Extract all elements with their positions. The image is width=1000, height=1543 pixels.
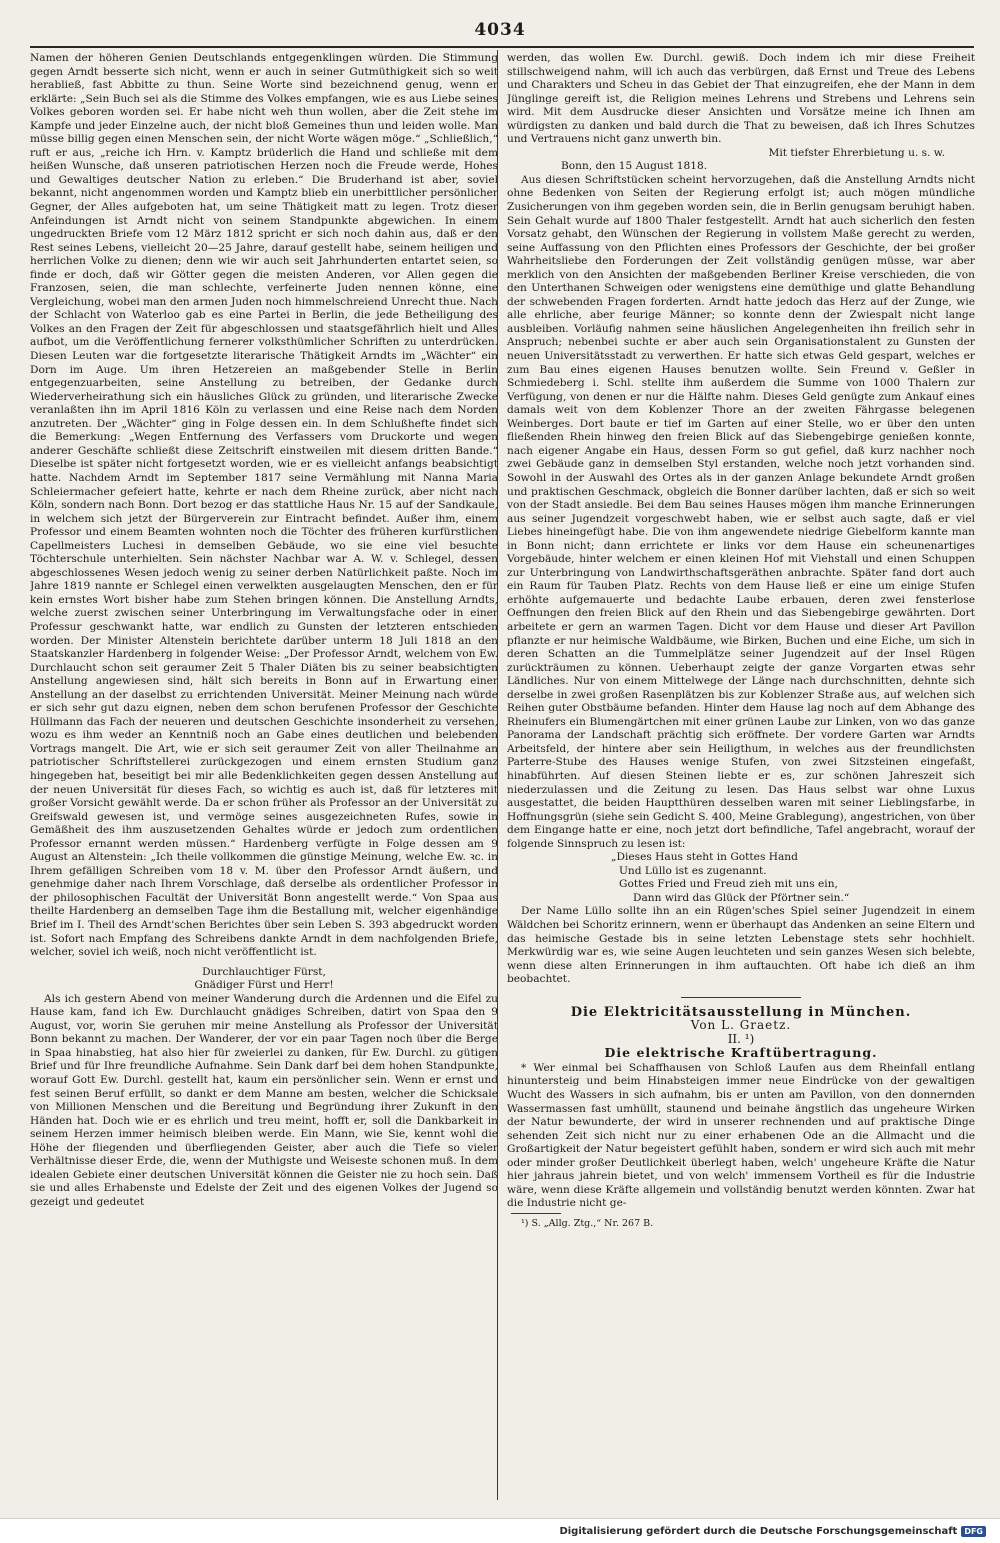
letter-place-date: Bonn, den 15 August 1818. <box>561 160 708 173</box>
footer <box>559 1523 986 1539</box>
letter-body: Als ich gestern Abend von meiner Wanderung durch die Ardennen und die Eifel zu Hause kam, fand ich Ew. Durchlaucht gnädiges Schreiben, datirt von Spaa den 9 August, vor, worin Sie geruhen mir meine Anstellung als Professor der Universität Bonn bekannt zu machen. Der Wanderer, der vor ein paar Tagen noch über die Berge in Spaa hinabstieg, hat also hier für zweierlei zu danken, für Ew. Durchl. zu gütigen Brief und für Ihre freundliche Aufnahme. Sein Dank darf bei dem hohen Standpunkte, worauf Gott Ew. Durchl. gestellt hat, kaum ein persönlicher sein. Wenn er ernst und fest seinen Beruf erfüllt, so dankt er dem Manne am besten, welcher die Schicksale von Millionen Menschen und die Bereitung und Begründung ihrer Zukunft in den Händen hat. Doch wie er es ehrlich und treu meint, hofft er, soll die Dankbarkeit in seinem Herzen immer heimisch bleiben werde. Ein Mann, wie Sie, kennt wohl die Höhe der fliegenden und überfliegenden Geister, aber auch die Tiefe so vieler Verhältnisse dieser Erde, die, wenn der Muthigste und Weiseste schonen muß. In dem idealen Gebiete einer deutschen Universität können die Geister nie zu hoch sein. Daß sie und alles Erhabenste und Edelste der Zeit und des eigenen Volkes der Jugend so gezeigt und gedeutet <box>30 992 498 1208</box>
footnote-rule <box>511 1213 561 1214</box>
letter-salutation-2: Gnädiger Fürst und Herr! <box>194 979 334 992</box>
poem-line: Dann wird das Glück der Pförtner sein.“ <box>633 891 850 904</box>
dfg-logo: DFG <box>961 1526 986 1537</box>
letter-salutation-1: Durchlauchtiger Fürst, <box>202 965 326 978</box>
right-column <box>507 52 975 1500</box>
poem-line: Und Lüllo ist es zugenannt. <box>619 864 767 877</box>
footnote: ¹) S. „Allg. Ztg.,“ Nr. 267 B. <box>521 1217 654 1229</box>
section-separator <box>681 997 801 998</box>
poem-line: Gottes Fried und Freud zieh mit uns ein, <box>619 878 838 891</box>
poem-line: „Dieses Haus steht in Gottes Hand <box>611 851 798 864</box>
section-body: * Wer einmal bei Schaffhausen von Schloß Laufen aus dem Rheinfall entlang hinuntersteig und beim Hinabsteigen immer neue Eindrücke von der gewaltigen Wucht des Wassers in sich aufnahm, bis er unten am Pavillon, von den donnernden Wassermassen fast umhüllt, staunend und beinahe ängstlich das ungeheure Wirken der Natur bewunderte, der wird in unserer rechnenden und auf praktische Dinge sehenden Zeit sich nicht nur zu einer erhabenen Ode an die Allmacht und die Großartigkeit der Natur begeistert gefühlt haben, sondern er wird sich auch mit mehr oder minder großer Deutlichkeit überlegt haben, welch' ungeheure Kräfte die Natur hier jahraus jahrein bietet, und von welch' immensem Vortheil es für die Industrie wäre, wenn diese Kräfte allgemein und vollständig benutzt werden könnten. Zwar hat die Industrie nicht ge- <box>507 1061 975 1210</box>
footer-text: Digitalisierung gefördert durch die Deutsche Forschungsgemeinschaft <box>559 1525 958 1537</box>
section-number: II. ¹) <box>727 1031 755 1046</box>
right-paragraph: Aus diesen Schriftstücken scheint hervorzugehen, daß die Anstellung Arndts nicht ohne Bedenken von Seiten der Regierung erfolgt ist; auch mögen mündliche Zusicherungen von ihm gegeben worden sein, die in Berlin genugsam beruhigt haben. Sein Gehalt wurde auf 1800 Thaler festgestellt. Arndt hat auch sicherlich den festen Vorsatz gehabt, den Wünschen der Regierung in vollstem Maße gerecht zu werden, seine Auffassung von den Pflichten eines Professors der Geschichte, der bei großer Wahrheitsliebe den Forderungen der Zeit vollständig genügen müsse, war aber merklich von den Ansichten der maßgebenden Berliner Kreise verschieden, die von den Unterthanen Schweigen oder wenigstens eine demüthige und glatte Behandlung der schwebenden Fragen forderten. Arndt hatte jedoch das Herz auf der Zunge, wie alle ehrliche, aber feurige Männer; so konnte denn der Zwiespalt nicht lange ausbleiben. Vorläufig nahmen seine häuslichen Angelegenheiten ihn freilich sehr in Anspruch; nebenbei suchte er aber auch sein Organisationstalent zu Gunsten der neuen Universitätsstadt zu verwerthen. Er hatte sich etwas Geld gespart, welches er zum Bau eines eigenen Hauses benutzen wollte. Sein Freund v. Geßler in Schmiedeberg i. Schl. stellte ihm außerdem die Summe von 1000 Thalern zur Verfügung, von denen er nur die Hälfte nahm. Dieses Geld genügte zum Ankauf eines damals weit von dem Koblenzer Thore an der zweiten Fährgasse belegenen Weinberges. Dort baute er tief im Garten auf einer Stelle, wo er über den unten fließenden Rhein hinweg den freien Blick auf das Siebengebirge genießen konnte, nach eigener Angabe ein Haus, dessen Form so gut gefiel, daß kurz nachher noch zwei Gebäude ganz in demselben Styl erstanden, welche noch jetzt vorhanden sind. Sowohl in der Auswahl des Ortes als in der ganzen Anlage bekundete Arndt großen und praktischen Geschmack, obgleich die Bonner darüber lachten, daß er sich so weit von der Stadt ansiedle. Bei dem Bau seines Hauses mögen ihm manche Erinnerungen aus seiner Jugendzeit vorgeschwebt haben, wie er selbst auch sagte, daß er viel Liebes hineingefügt habe. Die von ihm angewendete niedrige Giebelform kannte man in Bonn nicht; dann errichtete er links vor dem Hause ein scheunenartiges Vorgebäude, hinter welchem er einen kleinen Hof mit Viehstall und einen Schuppen zur Unterbringung von Landwirthschaftsgeräthen anbrachte. Später fand dort auch ein Raum für Tauben Platz. Rechts von dem Hause ließ er eine um einige Stufen erhöhte aufgemauerte und bedachte Laube erbauen, deren zwei fensterlose Oeffnungen den freien Blick auf den Rhein und das Siebengebirge gewährten. Dort arbeitete er gern an warmen Tagen. Dicht vor dem Hause und dieser Art Pavillon pflanzte er nur heimische Waldbäume, wie Birken, Buchen und eine Eiche, um sich in deren Schatten an die Tummelplätze seiner Jugendzeit auf der Insel Rügen zurückträumen zu können. Ueberhaupt zeigte der ganze Vorgarten etwas sehr Ländliches. Nur von einem Mittelwege der Länge nach durchschnitten, dehnte sich derselbe in zwei großen Rasenplätzen bis zur Koblenzer Straße aus, auf welchen sich Reihen guter Obstbäume befanden. Hinter dem Hause lag noch auf dem Abhange des Rheinufers ein Blumengärtchen mit einer grünen Laube zur Linken, von wo das ganze Panorama der Landschaft prächtig sich eröffnete. Der vordere Garten war Arndts Arbeitsfeld, der hintere aber sein Heiligthum, in welches aus der freundlichsten Parterre-Stube des Hauses wenige Stufen, von zwei Sitzsteinen eingefaßt, hinabführten. Auf diesen Steinen liebte er es, zur schönen Jahreszeit sich niederzulassen und die Zeitung zu lesen. Das Haus selbst war ohne Luxus ausgestattet, die beiden Hauptthüren desselben waren mit seiner Lieblingsfarbe, in Hoffnungsgrün (siehe sein Gedicht S. 400, Meine Grablegung), angestrichen, von über dem Eingange hatte er eine, noch jetzt dort befindliche, Tafel angebracht, worauf der folgende Sinnspruch zu lesen ist: <box>507 173 975 850</box>
section-subtitle: Die elektrische Kraftübertragung. <box>604 1045 878 1061</box>
left-column <box>30 52 498 1500</box>
page-number: 4034 <box>474 20 526 40</box>
top-rule <box>30 46 974 48</box>
paragraph-after-poem: Der Name Lüllo sollte ihn an ein Rügen'sches Spiel seiner Jugendzeit in einem Wäldchen bei Schoritz erinnern, wenn er überhaupt das Andenken an seine Eltern und das heimische Gestade bis in seine letzten Lebenstage stets sehr hochhielt. Merkwürdig war es, wie seine Augen leuchteten und sein ganzes Wesen sich belebte, wenn diese alten Erinnerungen in ihm auftauchten. Oft habe ich dieß an ihm beobachtet. <box>507 905 975 986</box>
letter-continued: werden, das wollen Ew. Durchl. gewiß. Doch indem ich mir diese Freiheit stillschweigend nahm, will ich auch das verbürgen, daß Ernst und Treue des Lebens und Charakters und Scheu in das Gebiet der That einzugreifen, ehe der Mann in dem Jünglinge gereift ist, die Religion meines Lehrens und Strebens und Lehrens sein wird. Mit dem Ausdrucke dieser Ansichten und Vorsätze meine ich Ihnen am würdigsten zu danken und bald durch die That zu beweisen, daß ich Ihres Schutzes und Vertrauens nicht ganz unwerth bin. <box>507 52 975 146</box>
poem <box>507 851 975 905</box>
section-title: Die Elektricitätsausstellung in München. <box>570 1004 912 1020</box>
letter-closing: Mit tiefster Ehrerbietung u. s. w. <box>768 146 945 159</box>
left-paragraph: Namen der höheren Genien Deutschlands entgegenklingen würden. Die Stimmung gegen Arndt besserte sich nicht, wenn er auch in seiner Gutmüthigkeit sich so weit herabließ, fast Abbitte zu thun. Seine Worte sind bezeichnend genug, wenn er erklärte: „Sein Buch sei als die Stimme des Volkes empfangen, wie es aus Liebe seines Volkes geboren worden sei. Er habe nicht weh thun wollen, aber die Zeit stehe im Kampfe und jeder Einzelne auch, der nicht bloß Gemeines thun und leiden wolle. Man müsse billig gegen einen Menschen sein, der nicht Worte wägen möge.“ „Schließlich,“ ruft er aus, „reiche ich Hrn. v. Kamptz brüderlich die Hand und schließe mit dem heißen Wunsche, daß unseren patriotischen Herzen noch die Freude werde, Hohes und Gewaltiges deutscher Nation zu erleben.“ Die Bruderhand ist aber, soviel bekannt, nicht angenommen worden und Kamptz blieb ein unerbittlicher persönlicher Gegner, der Alles aufgeboten hat, um seine Thätigkeit matt zu legen. Trotz dieser Anfeindungen ist Arndt nicht von seinem Standpunkte abgewichen. In einem ungedruckten Briefe vom 12 März 1812 spricht er sich noch dahin aus, daß er den Rest seines Lebens, vielleicht 20—25 Jahre, darauf gestellt habe, seinem heiligen und herrlichen Volke zu dienen; denn wie wir auch seit Jahrhunderten entartet seien, so finde er doch, daß wir Götter gegen die meisten Anderen, vor Allen gegen die Franzosen, seien, die man schlechte, verfeinerte Juden nennen könne, eine Vergleichung, wobei man den armen Juden noch himmelschreiend Unrecht thue. Nach der Schlacht von Waterloo gab es eine Partei in Berlin, die jede Betheiligung des Volkes an den Fragen der Zeit für abgeschlossen und staatsgefährlich hielt und Alles aufbot, um die Veröffentlichung fernerer volksthümlicher Schriften zu unterdrücken. Diesen Leuten war die fortgesetzte literarische Thätigkeit Arndts im „Wächter“ ein Dorn im Auge. Um ihren Hetzereien an maßgebender Stelle in Berlin entgegenzuarbeiten, seine Anstellung zu betreiben, der Gedanke durch Wiederverheirathung sich ein häusliches Glück zu gründen, und literarische Zwecke veranlaßten ihn im April 1816 Köln zu verlassen und eine Reise nach dem Norden anzutreten. Der „Wächter“ ging in Folge dessen ein. In dem Schlußhefte findet sich die Bemerkung: „Wegen Entfernung des Verfassers vom Druckorte und wegen anderer Geschäfte schließt diese Zeitschrift einstweilen mit diesem dritten Bande.“ Dieselbe ist später nicht fortgesetzt worden, wie er es vielleicht anfangs beabsichtigt hatte. Nachdem Arndt im September 1817 seine Vermählung mit Nanna Maria Schleiermacher gefeiert hatte, kehrte er nach dem Rheine zurück, aber nicht nach Köln, sondern nach Bonn. Dort bezog er das stattliche Haus Nr. 15 auf der Sandkaule, in welchem sich jetzt der Bürgerverein zur Eintracht befindet. Außer ihm, einem Professor und einem Beamten wohnten noch die Töchter des früheren kurfürstlichen Capellmeisters Luchesi in demselben Gebäude, wo sie eine viel besuchte Töchterschule unterhielten. Sein nächster Nachbar war A. W. v. Schlegel, dessen abgeschlossenes Wesen jedoch wenig zu seiner derben Natürlichkeit paßte. Noch im Jahre 1819 nannte er Schlegel einen verwelkten ausgelaugten Menschen, den er für kein ernstes Wort bisher habe zum Stehen bringen können. Die Anstellung Arndts, welche zuerst zwischen seiner Unterbringung im Verwaltungsfache oder in einer Professur geschwankt hatte, war endlich zu Gunsten der letzteren entschieden worden. Der Minister Altenstein berichtete darüber unterm 18 Juli 1818 an den Staatskanzler Hardenberg in folgender Weise: „Der Professor Arndt, welchem von Ew. Durchlaucht schon seit geraumer Zeit 5 Thaler Diäten bis zu seiner beabsichtigten Anstellung angewiesen sind, hält sich bereits in Bonn auf in Erwartung einer Anstellung an der daselbst zu errichtenden Universität. Meiner Meinung nach würde er sich sehr gut dazu eignen, neben dem schon berufenen Professor der Geschichte Hüllmann das Fach der neueren und deutschen Geschichte insonderheit zu versehen, wozu es ihm weder an Kenntniß noch an Gabe eines deutlichen und belebenden Vortrags mangelt. Die Art, wie er sich seit geraumer Zeit von aller Theilnahme an patriotischer Schriftstellerei zurückgezogen und einem ernsten Studium ganz hingegeben hat, beseitigt bei mir alle Bedenklichkeiten gegen dessen Anstellung auf der neuen Universität für dieses Fach, so wichtig es auch ist, daß für letzteres mit großer Vorsicht gewählt werde. Da er schon früher als Professor an der Universität zu Greifswald gewesen ist, und vermöge seines ausgezeichneten Rufes, sowie in Gemäßheit des ihm auszusetzenden Gehaltes würde er jedoch zum ordentlichen Professor ernannt werden müssen.“ Hardenberg verfügte in Folge dessen am 9 August an Altenstein: „Ich theile vollkommen die günstige Meinung, welche Ew. ꝛc. in Ihrem gefälligen Schreiben vom 18 v. M. über den Professor Arndt äußern, und genehmige daher nach Ihrem Vorschlage, daß derselbe als ordentlicher Professor in der philosophischen Facultät der Universität Bonn angestellt werde.“ Von Spaa aus theilte Hardenberg an demselben Tage ihm die Bestallung mit, welcher eigenhändige Brief im I. Theil des Arndt'schen Berichtes über sein Leben S. 393 abgedruckt worden ist. Sofort nach Empfang des Schreibens dankte Arndt in dem nachfolgenden Briefe, welcher, soviel ich weiß, noch nicht veröffentlicht ist. <box>30 52 498 959</box>
section-author: Von L. Graetz. <box>690 1018 792 1033</box>
